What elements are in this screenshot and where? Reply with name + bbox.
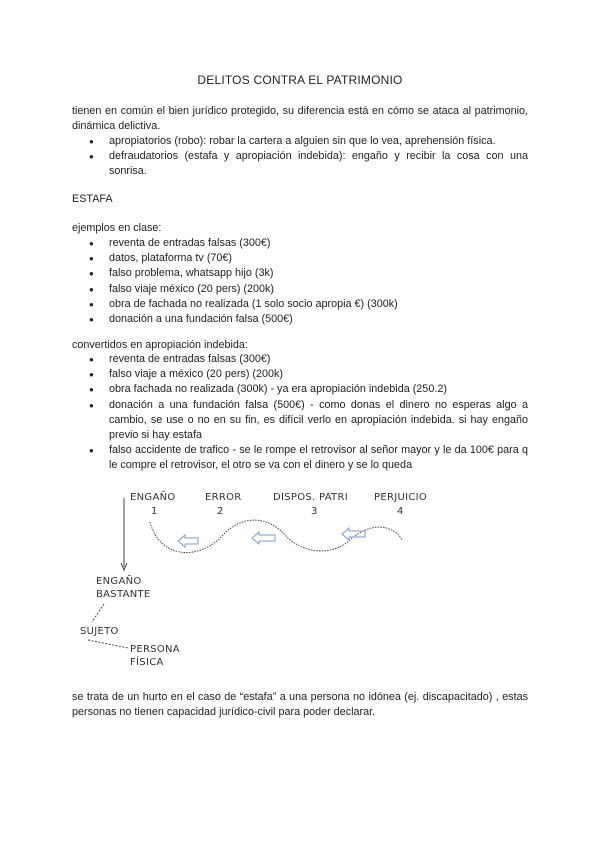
step-label-error: ERROR [205, 492, 242, 503]
document-title: DELITOS CONTRA EL PATRIMONIO [197, 73, 403, 87]
list-item: ● obra de fachada no realizada (1 solo socio apropia €) (300k) [72, 297, 528, 312]
step-number-1: 1 [151, 506, 158, 517]
step-label-perjuicio: PERJUICIO [374, 492, 428, 503]
list-item: ● obra fachada no realizada (300k) - ya era apropiación indebida (250.2) [72, 382, 528, 397]
step-label-dispos-patri: DISPOS. PATRI [273, 492, 348, 503]
arrow-left-icon [342, 528, 365, 540]
step-number-4: 4 [397, 506, 404, 517]
list-item: ● donación a una fundación falsa (500€) [72, 312, 528, 327]
converted-label: convertidos en apropiación indebida: [72, 339, 248, 351]
step-number-2: 2 [217, 506, 224, 517]
list-item: ● falso viaje a méxico (20 pers) (200k) [72, 367, 528, 382]
note-sujeto: SUJETO [80, 626, 119, 637]
arrow-left-icon [252, 532, 275, 544]
list-item: ● apropiatorios (robo): robar la cartera a alguien sin que lo vea, aprehensión física. [72, 134, 528, 149]
intro-paragraph: tienen en común el bien jurídico protegido, su diferencia está en cómo se ataca al patrimonio, dinámica delictiva. [72, 105, 528, 133]
list-item: ● datos, plataforma tv (70€) [72, 251, 528, 266]
note-engano-bastante-line1: ENGAÑO [96, 576, 142, 587]
step-number-3: 3 [311, 506, 318, 517]
list-item: ● falso problema, whatsapp hijo (3k) [72, 266, 528, 281]
wave-line [150, 520, 402, 552]
arrow-left-icon [178, 535, 198, 547]
section-heading: ESTAFA [72, 193, 113, 205]
list-item: ● reventa de entradas falsas (300€) [72, 352, 528, 367]
list-item: ● defraudatorios (estafa y apropiación indebida): engaño y recibir la cosa con una sonrisa. [72, 149, 528, 179]
note-persona-fisica-line1: PERSONA [130, 644, 180, 655]
note-persona-fisica-line2: FÍSICA [130, 657, 164, 668]
list-item: ● falso accidente de trafico - se le rompe el retrovisor al señor mayor y le da 100€ para q le compre el retrovisor, el otro se va con el dinero y se lo queda [72, 443, 528, 473]
step-label-engano: ENGAÑO [130, 492, 176, 503]
list-item: ● donación a una fundación falsa (500€) - como donas el dinero no esperas algo a cambio, se use o no en su fin, es difícil verlo en apropiación indebida. si hay engaño previo si hay estafa [72, 398, 528, 444]
examples-label: ejemplos en clase: [72, 222, 162, 234]
note-engano-bastante-line2: BASTANTE [96, 589, 151, 600]
list-item: ● reventa de entradas falsas (300€) [72, 236, 528, 251]
connector-line [88, 640, 128, 648]
connector-line [92, 604, 104, 622]
conclusion-paragraph: se trata de un hurto en el caso de “estafa” a una persona no idónea (ej. discapacitado) , estas personas no tienen capacidad jurídico-civil para poder declarar. [72, 691, 528, 719]
list-item: ● falso viaje méxico (20 pers) (200k) [72, 282, 528, 297]
